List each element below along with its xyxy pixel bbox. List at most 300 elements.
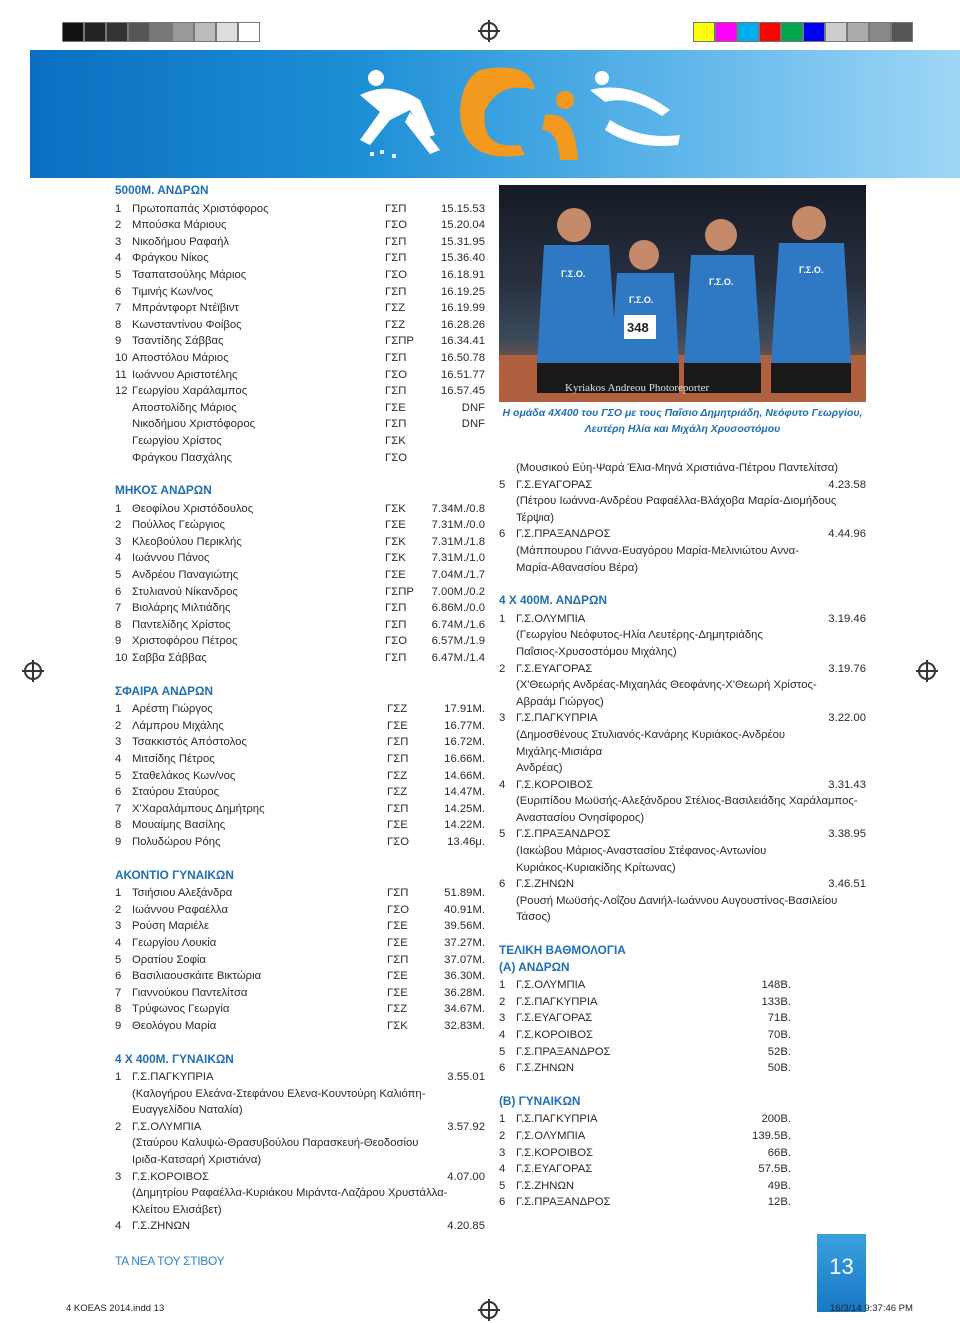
athlete-name: Στυλιανού Νίκανδρος — [132, 585, 238, 598]
result-row — [115, 801, 485, 818]
place: 8 — [115, 819, 122, 832]
team-name: Γ.Σ.ΚΟΡΟΙΒΟΣ — [516, 1146, 593, 1159]
color-bar-left — [62, 22, 260, 42]
result: 7.04Μ./1.7 — [431, 569, 485, 582]
result-row — [115, 817, 485, 834]
standing-row — [499, 1194, 866, 1211]
team-photo — [499, 185, 866, 402]
result-row — [115, 333, 485, 350]
athlete-name: Μουαίμης Βασίλης — [132, 819, 226, 832]
club: ΓΣΟ — [385, 368, 407, 381]
club: ΓΣΟ — [385, 268, 407, 281]
club: ΓΣΕ — [385, 569, 406, 582]
athlete-name: Θεοφίλου Χριστόδουλος — [132, 502, 254, 515]
result: 13.46μ. — [447, 835, 485, 848]
athlete-name: Πολυδώρου Ρόης — [132, 835, 221, 848]
relay-members: Κλείτου Ελισάβετ) — [132, 1203, 222, 1216]
athlete-name: Πούλλος Γεώργιος — [132, 519, 226, 532]
result-row — [115, 350, 485, 367]
athlete-name: Τσαπατσούλης Μάριος — [132, 268, 247, 281]
place: 7 — [115, 602, 122, 615]
athlete-name: Παντελίδης Χρίστος — [132, 618, 231, 631]
athlete-name: Κλεοβούλου Περικλής — [132, 535, 242, 548]
team-name: Γ.Σ.ΚΟΡΟΙΒΟΣ — [516, 778, 593, 791]
relay-members: Τάσος) — [516, 911, 551, 924]
relay-members: (Ευριπίδου Μωϋσής-Αλεξάνδρου Στέλιος-Βασιλειάδης Χαράλαμπος- — [516, 795, 858, 808]
standing-row — [499, 1128, 866, 1145]
color-swatch — [216, 22, 238, 42]
bib-label: Γ.Σ.Ο. — [561, 269, 586, 279]
relay-members: Παΐσιος-Χρυσοστόμου Μιχάλης) — [516, 645, 677, 658]
team-name: Γ.Σ.ΕΥΑΓΟΡΑΣ — [516, 1163, 593, 1176]
place: 5 — [115, 268, 122, 281]
athlete-name: Νικοδήμου Χριστόφορος — [132, 418, 256, 431]
team-name: Γ.Σ.ΕΥΑΓΟΡΑΣ — [516, 662, 593, 675]
place: 8 — [115, 618, 122, 631]
result-row — [115, 617, 485, 634]
result: 16.18.91 — [441, 268, 485, 281]
result: 4.20.85 — [447, 1220, 485, 1233]
relay-row — [499, 526, 866, 543]
result: 16.77Μ. — [444, 719, 485, 732]
athlete-name: Μπράντφορτ Ντέϊβιντ — [132, 302, 239, 315]
athletes-logo-icon — [30, 50, 960, 178]
points: 200Β. — [761, 1113, 791, 1126]
left-column — [115, 182, 485, 1235]
color-bar-right — [693, 22, 913, 42]
standings-list-women — [499, 1111, 866, 1211]
place: 9 — [115, 335, 122, 348]
standings-list-men — [499, 977, 866, 1077]
relay-members: Ανδρέας) — [516, 762, 563, 775]
place: 1 — [115, 1071, 122, 1084]
athlete-name: Γιαννούκου Παντελίτσα — [132, 986, 248, 999]
result-row — [115, 600, 485, 617]
result: 3.19.76 — [828, 662, 866, 675]
relay-list-women — [115, 1069, 485, 1235]
club: ΓΣΖ — [385, 318, 406, 331]
athlete-name: Σαββα Σάββας — [132, 652, 207, 665]
relay-row — [499, 710, 866, 727]
place: 6 — [115, 786, 122, 799]
result: 16.51.77 — [441, 368, 485, 381]
team-name: Γ.Σ.ΖΗΝΩΝ — [516, 1179, 575, 1192]
section-title: ΜΗΚΟΣ ΑΝΔΡΩΝ — [115, 483, 212, 498]
club: ΓΣΠ — [387, 953, 409, 966]
club: ΓΣΕ — [387, 936, 408, 949]
color-swatch — [693, 22, 715, 42]
place: 5 — [115, 953, 122, 966]
club: ΓΣΟ — [387, 835, 409, 848]
standing-row — [499, 1044, 866, 1061]
section-title: ΣΦΑΙΡΑ ΑΝΔΡΩΝ — [115, 683, 213, 698]
result: 4.44.96 — [828, 528, 866, 541]
relay-members: (Γεωργίου Νεόφυτος-Ηλία Λευτέρης-Δημητριάδης — [516, 629, 763, 642]
athlete-name: Βασιλιαουσκάιτε Βικτώρια — [132, 970, 262, 983]
slug-date: 16/3/14 9:37:46 PM — [830, 1303, 913, 1314]
color-swatch — [194, 22, 216, 42]
club: ΓΣΠ — [387, 736, 409, 749]
athlete-name: Νικοδήμου Ραφαήλ — [132, 235, 229, 248]
result-row — [115, 267, 485, 284]
results-list-long-jump — [115, 501, 485, 667]
athlete-name: Αποστολίδης Μάριος — [132, 401, 237, 414]
place: 12 — [115, 385, 128, 398]
athlete-name: Θεολόγου Μαρία — [132, 1019, 217, 1032]
athlete-name: Ορατίου Σοφία — [132, 953, 206, 966]
place: 3 — [115, 920, 122, 933]
result: 3.57.92 — [447, 1120, 485, 1133]
place: 5 — [115, 769, 122, 782]
relay-members: (Καλογήρου Ελεάνα-Στεφάνου Ελενα-Κουντούρη Καλιόπη- — [132, 1087, 426, 1100]
result: 4.07.00 — [447, 1170, 485, 1183]
relay-row — [115, 1069, 485, 1086]
result: 6.47Μ./1.4 — [431, 652, 485, 665]
result-row — [115, 985, 485, 1002]
result-row — [115, 433, 485, 450]
result-row — [115, 450, 485, 467]
result: 14.47Μ. — [444, 786, 485, 799]
magazine-name: ΤΑ ΝΕΑ ΤΟΥ ΣΤΙΒΟΥ — [115, 1254, 225, 1268]
relay-row — [499, 826, 866, 843]
place: 4 — [499, 778, 506, 791]
athlete-name: Αρέστη Γιώργος — [132, 703, 213, 716]
club: ΓΣΠ — [385, 618, 407, 631]
club: ΓΣΠ — [385, 285, 407, 298]
result: 32.83Μ. — [444, 1019, 485, 1032]
club: ΓΣΠ — [385, 252, 407, 265]
result: 3.22.00 — [828, 712, 866, 725]
result: 36.28Μ. — [444, 986, 485, 999]
team-name: Γ.Σ.ΟΛΥΜΠΙΑ — [516, 612, 586, 625]
result: DNF — [461, 401, 485, 414]
club: ΓΣΕ — [387, 819, 408, 832]
place: 5 — [499, 828, 506, 841]
result: 6.57Μ./1.9 — [431, 635, 485, 648]
club: ΓΣΟ — [385, 635, 407, 648]
place: 11 — [115, 368, 127, 381]
result: DNF — [461, 418, 485, 431]
place: 6 — [499, 1196, 506, 1209]
results-list-javelin — [115, 885, 485, 1034]
club: ΓΣΖ — [385, 302, 406, 315]
team-name: Γ.Σ.ΠΑΓΚΥΠΡΙΑ — [516, 1113, 598, 1126]
club: ΓΣΕ — [387, 719, 408, 732]
place: 9 — [115, 835, 122, 848]
standing-row — [499, 1027, 866, 1044]
team-name: Γ.Σ.ΕΥΑΓΟΡΑΣ — [516, 1012, 593, 1025]
result-row — [115, 935, 485, 952]
points: 57.5Β. — [758, 1163, 791, 1176]
club: ΓΣΚ — [385, 552, 406, 565]
club: ΓΣΕ — [387, 920, 408, 933]
relay-members: Αναστασίου Ονησίφορος) — [516, 811, 645, 824]
result-row — [115, 501, 485, 518]
club: ΓΣΕ — [385, 401, 406, 414]
photo-credit: Kyriakos Andreou Photoreporter — [565, 382, 710, 394]
standing-row — [499, 1111, 866, 1128]
club: ΓΣΖ — [387, 769, 408, 782]
place: 4 — [115, 1220, 122, 1233]
place: 3 — [115, 235, 122, 248]
place: 7 — [115, 802, 122, 815]
color-swatch — [106, 22, 128, 42]
result-row — [115, 1001, 485, 1018]
standing-row — [499, 1010, 866, 1027]
result-row — [115, 367, 485, 384]
place: 2 — [499, 995, 506, 1008]
place: 6 — [499, 878, 506, 891]
athlete-name: Ιωάννου Ραφαέλλα — [132, 903, 229, 916]
points: 66Β. — [767, 1146, 791, 1159]
result-row — [115, 584, 485, 601]
club: ΓΣΕ — [387, 986, 408, 999]
result-row — [115, 918, 485, 935]
relay-row — [115, 1218, 485, 1235]
place: 1 — [499, 1113, 506, 1126]
relay-list-men — [499, 611, 866, 926]
team-name: Γ.Σ.ΚΟΡΟΙΒΟΣ — [132, 1170, 209, 1183]
color-swatch — [781, 22, 803, 42]
relay-row — [499, 661, 866, 678]
team-name: Γ.Σ.ΟΛΥΜΠΙΑ — [516, 979, 586, 992]
photo-caption — [499, 405, 866, 437]
athlete-name: Φράγκου Πασχάλης — [132, 451, 232, 464]
club: ΓΣΠ — [387, 753, 409, 765]
result-row — [115, 317, 485, 334]
result: 36.30Μ. — [444, 970, 485, 983]
standing-row — [499, 1060, 866, 1077]
section-title: ΤΕΛΙΚΗ ΒΑΘΜΟΛΟΓΙΑ — [499, 943, 626, 958]
place: 5 — [499, 1179, 506, 1192]
result: 16.19.25 — [441, 285, 485, 298]
result: 16.57.45 — [441, 385, 485, 398]
relay-row — [499, 477, 866, 494]
club: ΓΣΠ — [385, 385, 407, 398]
place: 6 — [499, 1062, 506, 1075]
athlete-name: Χριστοφόρου Πέτρος — [132, 635, 238, 648]
place: 6 — [115, 970, 122, 983]
relay-members: (Μουσικού Εύη-Ψαρά Έλια-Μηνά Χριστιάνα-Πέτρου Παντελίτσα) — [516, 462, 839, 474]
relay-members: (Ρουσή Μωϋσής-Λοΐζου Δανιήλ-Ιωάννου Αυγουστίνος-Βασιλείου — [516, 894, 838, 907]
place: 6 — [499, 528, 506, 541]
place: 5 — [115, 569, 122, 582]
place: 4 — [499, 1029, 506, 1041]
athlete-name: Μπούσκα Μάριους — [132, 219, 227, 232]
club: ΓΣΠ — [387, 887, 409, 900]
place: 3 — [115, 1170, 122, 1183]
club: ΓΣΠ — [385, 351, 407, 364]
athlete-name: Ρούση Μαριέλε — [132, 920, 209, 933]
club: ΓΣΠ — [385, 602, 407, 615]
club: ΓΣΚ — [385, 535, 406, 548]
athlete-name: Τσακκιστός Απόστολος — [132, 736, 247, 749]
place: 9 — [115, 635, 122, 648]
athlete-name: Πρωτοπαπάς Χριστόφορος — [132, 202, 269, 215]
color-swatch — [759, 22, 781, 42]
result: 7.00Μ./0.2 — [431, 585, 485, 598]
section-title: ΑΚΟΝΤΙΟ ΓΥΝΑΙΚΩΝ — [115, 867, 234, 882]
club: ΓΣΠΡ — [385, 335, 414, 348]
club: ΓΣΚ — [385, 502, 406, 515]
club: ΓΣΟ — [387, 903, 409, 916]
place: 4 — [115, 552, 122, 565]
place: 10 — [115, 652, 128, 665]
place: 3 — [115, 535, 122, 548]
result-row — [115, 784, 485, 801]
relay-members: Μιχάλης-Μισιάρα — [516, 745, 603, 758]
result-row — [115, 550, 485, 567]
relay-row — [499, 876, 866, 893]
standing-row — [499, 977, 866, 994]
place: 8 — [115, 318, 122, 331]
result: 34.67Μ. — [444, 1003, 485, 1016]
place: 1 — [499, 612, 506, 625]
place: 6 — [115, 285, 122, 298]
result-row — [115, 885, 485, 902]
place: 2 — [115, 519, 122, 532]
result-row — [115, 217, 485, 234]
place: 7 — [115, 986, 122, 999]
color-swatch — [825, 22, 847, 42]
result: 16.19.99 — [441, 302, 485, 315]
relay-list-women-cont — [499, 477, 866, 577]
team-name: Γ.Σ.ΕΥΑΓΟΡΑΣ — [516, 478, 593, 491]
club: ΓΣΕ — [387, 970, 408, 983]
athlete-name: Σταύρου Σταύρος — [132, 786, 220, 799]
place: 2 — [499, 662, 506, 675]
place: 10 — [115, 351, 128, 364]
bib-label: Γ.Σ.Ο. — [709, 277, 734, 287]
club: ΓΣΠ — [385, 202, 407, 215]
result-row — [115, 768, 485, 785]
place: 1 — [115, 202, 122, 215]
result-row — [115, 534, 485, 551]
club: ΓΣΠ — [385, 235, 407, 248]
place: 1 — [115, 887, 122, 900]
standing-row — [499, 1161, 866, 1178]
team-name: Γ.Σ.ΖΗΝΩΝ — [132, 1220, 191, 1233]
result-row — [115, 284, 485, 301]
club: ΓΣΖ — [387, 786, 408, 799]
athlete-name: Φράγκου Νίκος — [132, 252, 209, 265]
points: 12Β. — [767, 1196, 791, 1209]
color-swatch — [891, 22, 913, 42]
relay-members: (Χ'Θεωρής Ανδρέας-Μιχαηλάς Θεοφάνης-Χ'Θεωρή Χρίστος- — [516, 679, 817, 692]
result-row — [115, 234, 485, 251]
result-row — [115, 250, 485, 267]
relay-members: (Σταύρου Καλυψώ-Θρασυβούλου Παρασκευή-Θεοδοσίου — [132, 1137, 419, 1150]
result: 6.74Μ./1.6 — [431, 618, 485, 631]
club: ΓΣΕ — [385, 519, 406, 532]
club: ΓΣΟ — [385, 219, 407, 232]
relay-row — [115, 1119, 485, 1136]
color-swatch — [62, 22, 84, 42]
registration-mark-icon — [480, 1301, 498, 1319]
club: ΓΣΖ — [387, 703, 408, 716]
athlete-name: Λάμπρου Μιχάλης — [132, 719, 224, 732]
result-row — [115, 718, 485, 735]
result: 37.27Μ. — [444, 936, 485, 949]
result: 3.55.01 — [447, 1071, 485, 1084]
team-name: Γ.Σ.ΖΗΝΩΝ — [516, 878, 575, 891]
result: 7.31Μ./1.8 — [431, 535, 485, 548]
caption-line: Η ομάδα 4Χ400 του ΓΣΟ με τους Παΐσιο Δημητριάδη, Νεόφυτο Γεωργίου, — [502, 407, 863, 419]
result-row — [115, 701, 485, 718]
section-subtitle: (Α) ΑΝΔΡΩΝ — [499, 959, 570, 974]
color-swatch — [84, 22, 106, 42]
club: ΓΣΟ — [385, 451, 407, 464]
result-row — [115, 383, 485, 400]
result-row — [115, 567, 485, 584]
athlete-name: Μιτσίδης Πέτρος — [132, 753, 215, 765]
result: 3.38.95 — [828, 828, 866, 841]
result: 39.56Μ. — [444, 920, 485, 933]
right-column — [499, 460, 866, 1211]
result: 3.19.46 — [828, 612, 866, 625]
athlete-name: Γεωργίου Χρίστος — [132, 434, 222, 447]
team-name: Γ.Σ.ΟΛΥΜΠΙΑ — [516, 1129, 586, 1142]
place: 4 — [115, 936, 122, 949]
result-row — [115, 952, 485, 969]
color-swatch — [869, 22, 891, 42]
result-row — [115, 751, 485, 768]
team-name: Γ.Σ.ΚΟΡΟΙΒΟΣ — [516, 1029, 593, 1041]
athlete-name: Τιμινής Κων/νος — [132, 285, 213, 298]
place: 2 — [115, 903, 122, 916]
result-row — [115, 1018, 485, 1035]
section-subtitle: (Β) ΓΥΝΑΙΚΩΝ — [499, 1093, 581, 1108]
athlete-name: Κωνσταντίνου Φοίβος — [132, 318, 242, 331]
place: 1 — [499, 979, 506, 992]
results-list-shot-put — [115, 701, 485, 850]
team-name: Γ.Σ.ΠΑΓΚΥΠΡΙΑ — [132, 1071, 214, 1084]
registration-mark-icon — [480, 22, 498, 40]
result: 37.07Μ. — [444, 953, 485, 966]
relay-members: (Μάππουρου Γιάννα-Ευαγόρου Μαρία-Μελινιώτου Αννα- — [516, 544, 799, 557]
place: 3 — [499, 1146, 506, 1159]
points: 50Β. — [767, 1062, 791, 1075]
result-row — [115, 650, 485, 667]
result-row — [115, 902, 485, 919]
result-row — [115, 734, 485, 751]
color-swatch — [150, 22, 172, 42]
result: 3.31.43 — [828, 778, 866, 791]
points: 148Β. — [761, 979, 791, 992]
color-swatch — [128, 22, 150, 42]
points: 49Β. — [767, 1179, 791, 1192]
color-swatch — [847, 22, 869, 42]
section-title: 5000Μ. ΑΝΔΡΩΝ — [115, 183, 209, 197]
result: 7.31Μ./1.0 — [431, 552, 485, 565]
result: 51.89Μ. — [444, 887, 485, 900]
bib-label: Γ.Σ.Ο. — [629, 295, 654, 305]
athlete-name: Γεωργίου Λουκία — [132, 936, 217, 949]
result: 17.91Μ. — [444, 703, 485, 716]
team-name: Γ.Σ.ΠΑΓΚΥΠΡΙΑ — [516, 995, 598, 1008]
points: 71Β. — [767, 1012, 791, 1025]
result-row — [115, 201, 485, 218]
team-name: Γ.Σ.ΠΡΑΞΑΝΔΡΟΣ — [516, 828, 611, 841]
color-swatch — [238, 22, 260, 42]
team-name: Γ.Σ.ΠΡΑΞΑΝΔΡΟΣ — [516, 1196, 611, 1209]
result: 16.28.26 — [441, 318, 485, 331]
relay-row — [115, 1169, 485, 1186]
relay-members: (Ιακώβου Μάριος-Αναστασίου Στέφανος-Αντωνίου — [516, 845, 767, 858]
result: 15.20.04 — [441, 219, 485, 232]
result-row — [115, 400, 485, 417]
place: 4 — [115, 753, 122, 765]
